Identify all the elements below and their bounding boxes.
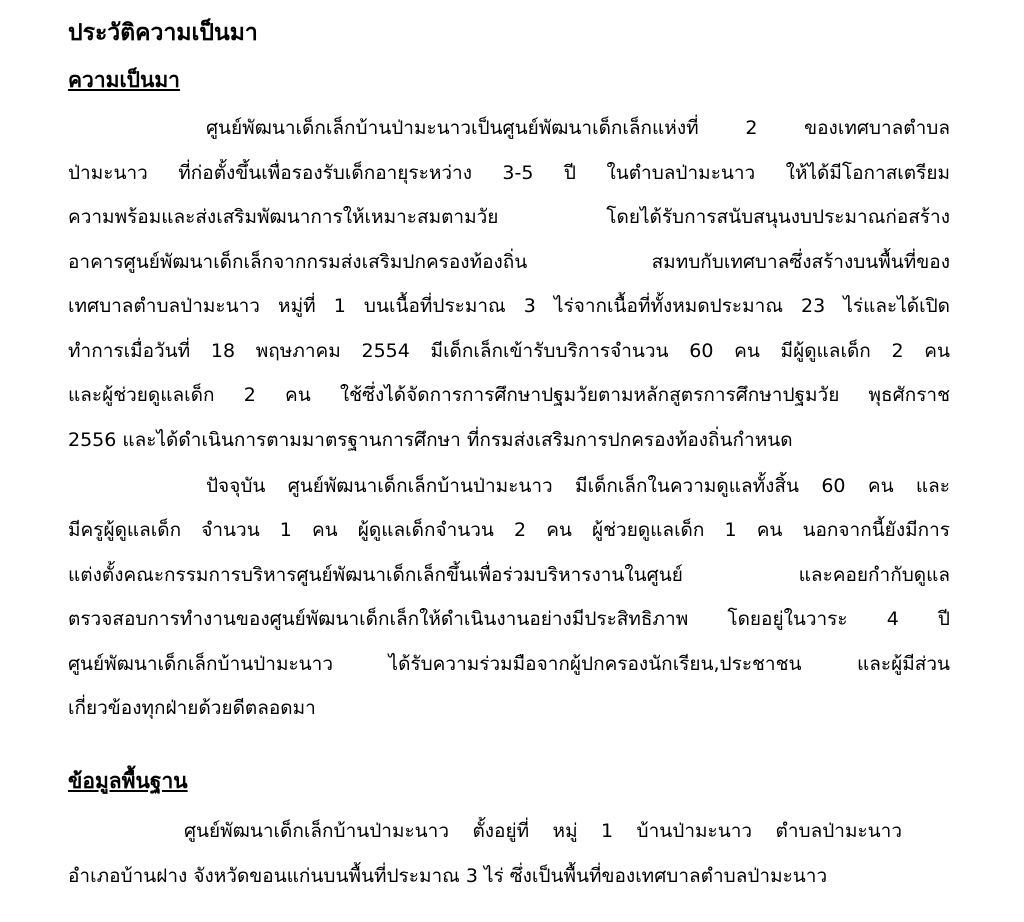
- paragraph-line: แต่งตั้งคณะกรรมการบริหารศูนย์พัฒนาเด็กเล็กขึ้นเพื่อร่วมบริหารงานในศูนย์ และคอยกำกับดูแล: [68, 564, 950, 586]
- paragraph-line: มีครูผู้ดูแลเด็ก จำนวน 1 คน ผู้ดูแลเด็กจำนวน 2 คน ผู้ช่วยดูแลเด็ก 1 คน นอกจากนี้ยังมีการ: [68, 519, 950, 541]
- paragraph-line: ทำการเมื่อวันที่ 18 พฤษภาคม 2554 มีเด็กเล็กเข้ารับบริการจำนวน 60 คน มีผู้ดูแลเด็ก 2 คน: [68, 340, 950, 362]
- paragraph-line: เกี่ยวข้องทุกฝ่ายด้วยดีตลอดมา: [68, 697, 316, 719]
- paragraph-line: ศูนย์พัฒนาเด็กเล็กบ้านป่ามะนาว ได้รับความร่วมมือจากผู้ปกครองนักเรียน,ประชาชน และผู้มีส่วน: [68, 653, 950, 675]
- paragraph-line: อาคารศูนย์พัฒนาเด็กเล็กจากกรมส่งเสริมปกครองท้องถิ่น สมทบกับเทศบาลซึ่งสร้างบนพื้นที่ของ: [68, 251, 950, 273]
- paragraph-line: และผู้ช่วยดูแลเด็ก 2 คน ใช้ซึ่งได้จัดการการศึกษาปฐมวัยตามหลักสูตรการศึกษาปฐมวัย พุธศักราช: [68, 384, 950, 406]
- paragraph-line: อำเภอบ้านฝาง จังหวัดขอนแก่นบนพื้นที่ประมาณ 3 ไร่ ซึ่งเป็นพื้นที่ของเทศบาลตำบลป่ามะนาว: [68, 865, 828, 887]
- document-title: ประวัติความเป็นมา: [68, 20, 258, 46]
- paragraph-line: 2556 และได้ดำเนินการตามมาตรฐานการศึกษา ที่กรมส่งเสริมการปกครองท้องถิ่นกำหนด: [68, 429, 793, 451]
- paragraph-line: ปัจจุบัน ศูนย์พัฒนาเด็กเล็กบ้านป่ามะนาว มีเด็กเล็กในความดูแลทั้งสิ้น 60 คน และ: [206, 475, 950, 497]
- paragraph-line: ศูนย์พัฒนาเด็กเล็กบ้านป่ามะนาวเป็นศูนย์พัฒนาเด็กเล็กแห่งที่ 2 ของเทศบาลตำบล: [206, 117, 950, 139]
- paragraph-line: ตรวจสอบการทำงานของศูนย์พัฒนาเด็กเล็กให้ดำเนินงานอย่างมีประสิทธิภาพ โดยอยู่ในวาระ 4 ปี: [68, 608, 950, 630]
- paragraph-line: ศูนย์พัฒนาเด็กเล็กบ้านป่ามะนาว ตั้งอยู่ที่ หมู่ 1 บ้านป่ามะนาว ตำบลป่ามะนาว: [184, 820, 902, 842]
- section-heading-history: ความเป็นมา: [68, 68, 180, 92]
- paragraph-line: เทศบาลตำบลป่ามะนาว หมู่ที่ 1 บนเนื้อที่ประมาณ 3 ไร่จากเนื้อที่ทั้งหมดประมาณ 23 ไร่และได้เปิด: [68, 295, 950, 317]
- paragraph-line: ความพร้อมและส่งเสริมพัฒนาการให้เหมาะสมตามวัย โดยได้รับการสนับสนุนงบประมาณก่อสร้าง: [68, 206, 950, 228]
- section-heading-basic-info: ข้อมูลพื้นฐาน: [68, 769, 188, 793]
- paragraph-line: ป่ามะนาว ที่ก่อตั้งขึ้นเพื่อรองรับเด็กอายุระหว่าง 3-5 ปี ในตำบลป่ามะนาว ให้ได้มีโอกาสเตรียม: [68, 162, 950, 184]
